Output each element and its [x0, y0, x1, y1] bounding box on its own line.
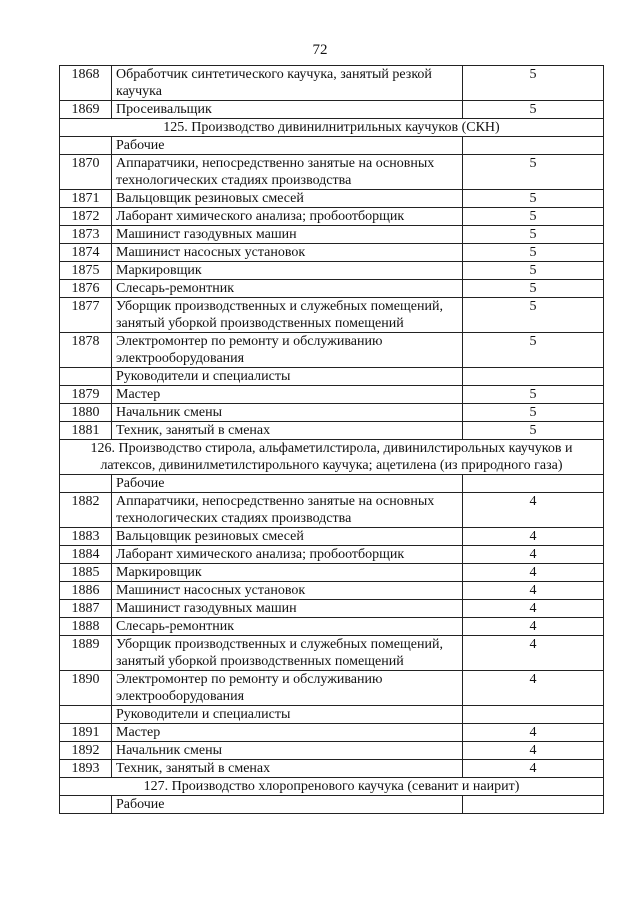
group-label: Рабочие [112, 475, 463, 493]
value-cell: 4 [463, 493, 604, 528]
occupation-name: Маркировщик [112, 564, 463, 582]
table-row [60, 333, 604, 368]
table-row [60, 155, 604, 190]
section-header-row [60, 440, 604, 475]
item-number: 1883 [60, 528, 112, 546]
value-cell: 4 [463, 564, 604, 582]
item-number: 1868 [60, 66, 112, 101]
value-cell: 5 [463, 280, 604, 298]
value-cell: 4 [463, 671, 604, 706]
value-cell: 4 [463, 600, 604, 618]
item-number: 1879 [60, 386, 112, 404]
table-body [60, 66, 604, 814]
value-cell: 5 [463, 298, 604, 333]
occupation-name: Слесарь-ремонтник [112, 280, 463, 298]
occupation-name: Аппаратчики, непосредственно занятые на основных технологических стадиях производства [112, 493, 463, 528]
group-header-row [60, 706, 604, 724]
table-row [60, 404, 604, 422]
value-cell: 5 [463, 422, 604, 440]
occupation-name: Электромонтер по ремонту и обслуживанию электрооборудования [112, 671, 463, 706]
item-number: 1870 [60, 155, 112, 190]
occupation-name: Мастер [112, 724, 463, 742]
occupation-name: Лаборант химического анализа; пробоотборщик [112, 208, 463, 226]
occupation-name: Уборщик производственных и служебных помещений, занятый уборкой производственных помещений [112, 298, 463, 333]
occupation-name: Машинист насосных установок [112, 582, 463, 600]
group-label: Рабочие [112, 137, 463, 155]
table-row [60, 190, 604, 208]
table-row [60, 564, 604, 582]
occupation-name: Мастер [112, 386, 463, 404]
empty-number-cell [60, 137, 112, 155]
page-number: 72 [312, 42, 328, 58]
table-row [60, 244, 604, 262]
value-cell: 4 [463, 546, 604, 564]
value-cell: 4 [463, 582, 604, 600]
value-cell: 4 [463, 636, 604, 671]
table-row [60, 671, 604, 706]
item-number: 1877 [60, 298, 112, 333]
value-cell: 5 [463, 208, 604, 226]
section-header-row [60, 119, 604, 137]
value-cell: 5 [463, 226, 604, 244]
value-cell: 5 [463, 101, 604, 119]
table-row [60, 618, 604, 636]
table-row [60, 600, 604, 618]
occupation-name: Маркировщик [112, 262, 463, 280]
item-number: 1871 [60, 190, 112, 208]
item-number: 1889 [60, 636, 112, 671]
table-row [60, 493, 604, 528]
value-cell: 5 [463, 244, 604, 262]
item-number: 1876 [60, 280, 112, 298]
group-label: Рабочие [112, 796, 463, 814]
table-row [60, 636, 604, 671]
occupation-name: Слесарь-ремонтник [112, 618, 463, 636]
item-number: 1869 [60, 101, 112, 119]
group-label: Руководители и специалисты [112, 706, 463, 724]
occupation-name: Начальник смены [112, 404, 463, 422]
table-row [60, 262, 604, 280]
group-header-row [60, 368, 604, 386]
table-row [60, 760, 604, 778]
occupation-name: Аппаратчики, непосредственно занятые на основных технологических стадиях производства [112, 155, 463, 190]
item-number: 1874 [60, 244, 112, 262]
value-cell: 4 [463, 618, 604, 636]
occupation-name: Техник, занятый в сменах [112, 422, 463, 440]
value-cell: 4 [463, 760, 604, 778]
table-row [60, 298, 604, 333]
section-title: 127. Производство хлоропренового каучука (севанит и наирит) [60, 778, 604, 796]
item-number: 1887 [60, 600, 112, 618]
item-number: 1882 [60, 493, 112, 528]
empty-number-cell [60, 796, 112, 814]
item-number: 1885 [60, 564, 112, 582]
table-row [60, 528, 604, 546]
value-cell: 5 [463, 404, 604, 422]
occupation-name: Электромонтер по ремонту и обслуживанию электрооборудования [112, 333, 463, 368]
table-row [60, 66, 604, 101]
occupation-name: Обработчик синтетического каучука, занятый резкой каучука [112, 66, 463, 101]
occupation-name: Просеивальщик [112, 101, 463, 119]
table-row [60, 208, 604, 226]
section-header-row [60, 778, 604, 796]
value-cell: 5 [463, 333, 604, 368]
value-cell: 5 [463, 190, 604, 208]
section-title: 126. Производство стирола, альфаметилстирола, дивинилстирольных каучуков и латексов, дивинилметилстирольного каучука; ацетилена (из природного газа) [60, 440, 604, 475]
value-cell: 5 [463, 66, 604, 101]
group-header-row [60, 796, 604, 814]
empty-value-cell [463, 475, 604, 493]
group-header-row [60, 475, 604, 493]
item-number: 1872 [60, 208, 112, 226]
occupation-name: Машинист газодувных машин [112, 600, 463, 618]
item-number: 1892 [60, 742, 112, 760]
occupation-name: Начальник смены [112, 742, 463, 760]
item-number: 1891 [60, 724, 112, 742]
empty-number-cell [60, 706, 112, 724]
section-title: 125. Производство дивинилнитрильных каучуков (СКН) [60, 119, 604, 137]
empty-number-cell [60, 475, 112, 493]
occupation-name: Техник, занятый в сменах [112, 760, 463, 778]
table-row [60, 724, 604, 742]
table-row [60, 422, 604, 440]
item-number: 1890 [60, 671, 112, 706]
empty-value-cell [463, 796, 604, 814]
occupation-name: Уборщик производственных и служебных помещений, занятый уборкой производственных помещений [112, 636, 463, 671]
occupation-name: Машинист газодувных машин [112, 226, 463, 244]
item-number: 1893 [60, 760, 112, 778]
item-number: 1873 [60, 226, 112, 244]
table-row [60, 226, 604, 244]
value-cell: 5 [463, 262, 604, 280]
value-cell: 5 [463, 386, 604, 404]
table-row [60, 101, 604, 119]
value-cell: 5 [463, 155, 604, 190]
group-label: Руководители и специалисты [112, 368, 463, 386]
occupation-table [59, 65, 604, 814]
item-number: 1875 [60, 262, 112, 280]
item-number: 1881 [60, 422, 112, 440]
table-row [60, 582, 604, 600]
empty-value-cell [463, 706, 604, 724]
item-number: 1884 [60, 546, 112, 564]
table-row [60, 546, 604, 564]
item-number: 1888 [60, 618, 112, 636]
value-cell: 4 [463, 742, 604, 760]
value-cell: 4 [463, 724, 604, 742]
item-number: 1878 [60, 333, 112, 368]
item-number: 1880 [60, 404, 112, 422]
table-row [60, 386, 604, 404]
occupation-name: Машинист насосных установок [112, 244, 463, 262]
group-header-row [60, 137, 604, 155]
value-cell: 4 [463, 528, 604, 546]
empty-value-cell [463, 368, 604, 386]
table-row [60, 742, 604, 760]
occupation-name: Вальцовщик резиновых смесей [112, 190, 463, 208]
occupation-name: Вальцовщик резиновых смесей [112, 528, 463, 546]
occupation-name: Лаборант химического анализа; пробоотборщик [112, 546, 463, 564]
item-number: 1886 [60, 582, 112, 600]
empty-number-cell [60, 368, 112, 386]
table-row [60, 280, 604, 298]
empty-value-cell [463, 137, 604, 155]
